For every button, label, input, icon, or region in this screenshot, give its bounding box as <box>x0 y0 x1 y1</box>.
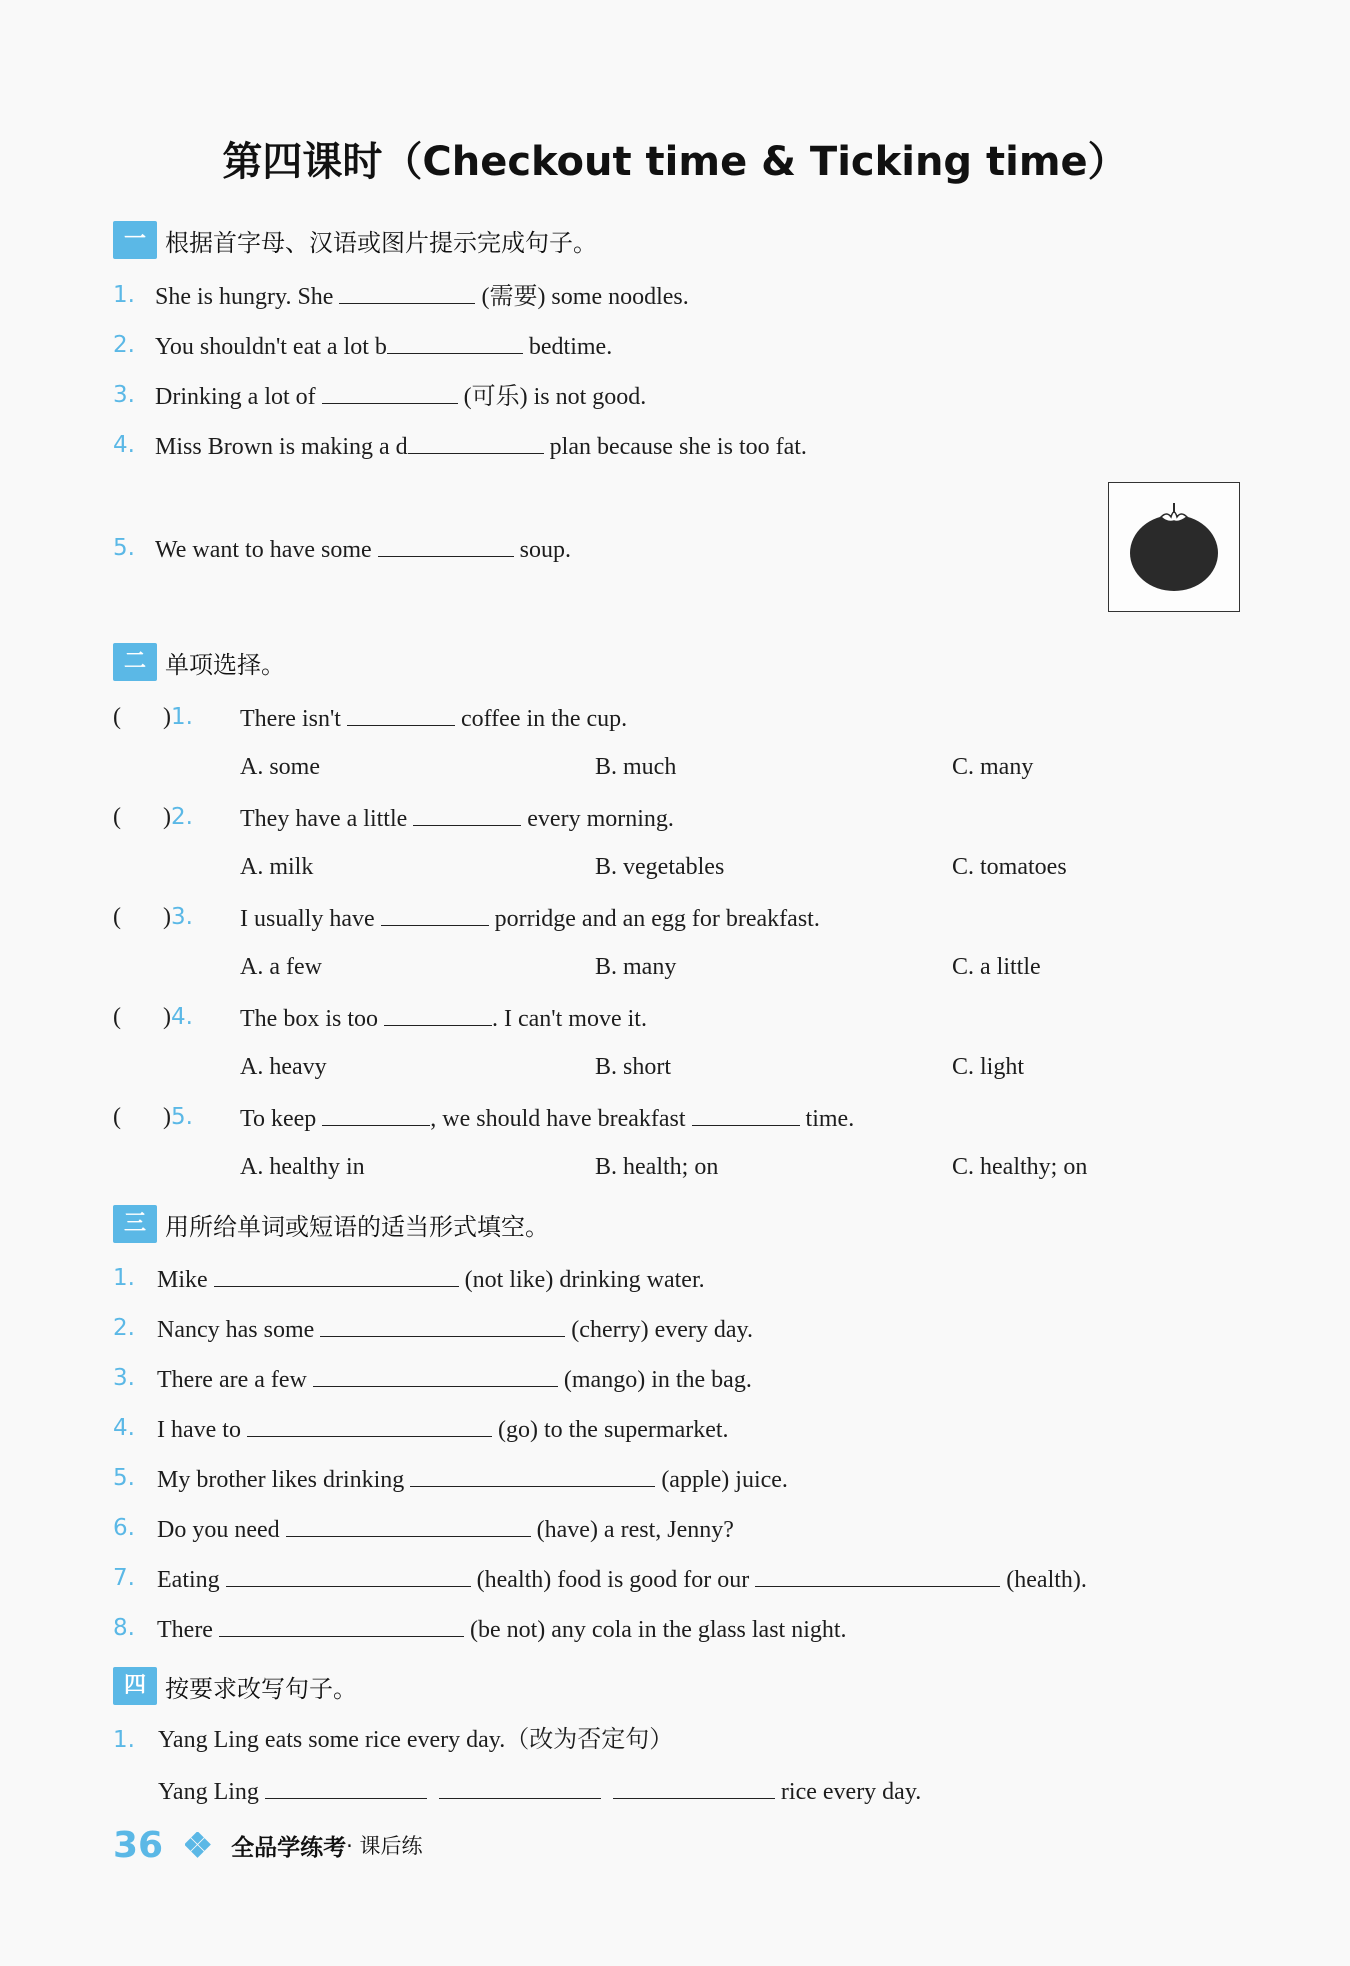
answer-blank[interactable] <box>247 1412 492 1437</box>
answer-blank[interactable] <box>408 429 544 454</box>
s3-item4-num: 4. <box>113 1415 135 1441</box>
s1-item2: You shouldn't eat a lot b bedtime. <box>155 329 612 363</box>
s3-item2: Nancy has some (cherry) every day. <box>157 1312 753 1346</box>
s2-q5-option-a: A. healthy in <box>240 1154 365 1180</box>
tomato-icon <box>1109 483 1239 611</box>
s3-item7-num: 7. <box>113 1565 135 1591</box>
answer-blank[interactable] <box>339 279 475 304</box>
answer-blank[interactable] <box>439 1774 601 1799</box>
s2-q2-option-b: B. vegetables <box>595 854 725 880</box>
s1-item2-num: 2. <box>113 332 135 358</box>
answer-blank[interactable] <box>755 1562 1000 1587</box>
answer-blank[interactable] <box>313 1362 558 1387</box>
answer-blank[interactable] <box>692 1101 800 1126</box>
answer-blank[interactable] <box>410 1462 655 1487</box>
s3-item7: Eating (health) food is good for our (health). <box>157 1562 1087 1596</box>
s3-item1: Mike (not like) drinking water. <box>157 1262 705 1296</box>
s3-item2-num: 2. <box>113 1315 135 1341</box>
section4-header <box>113 1666 357 1706</box>
brand-name: 全品学练考 <box>231 1834 347 1861</box>
s2-q3-option-b: B. many <box>595 954 677 980</box>
s2-q1: There isn't coffee in the cup. <box>240 701 627 735</box>
answer-blank[interactable] <box>286 1512 531 1537</box>
diamond-logo-icon <box>185 1832 211 1858</box>
s3-item6-num: 6. <box>113 1515 135 1541</box>
tomato-picture <box>1108 482 1240 612</box>
s1-item5-num: 5. <box>113 535 135 561</box>
section4-heading: 按要求改写句子。 <box>165 1674 357 1703</box>
s3-item8-num: 8. <box>113 1615 135 1641</box>
answer-blank[interactable] <box>226 1562 471 1587</box>
s1-item1: She is hungry. She (需要) some noodles. <box>155 279 689 313</box>
s2-q1-option-c: C. many <box>952 754 1034 780</box>
section1-badge: 一 <box>113 221 157 259</box>
s3-item1-num: 1. <box>113 1265 135 1291</box>
s2-q1-answer-paren[interactable]: ( )1. <box>113 704 193 730</box>
answer-blank[interactable] <box>347 701 455 726</box>
s1-item4: Miss Brown is making a d plan because she is too fat. <box>155 429 807 463</box>
s2-q1-option-a: A. some <box>240 754 320 780</box>
answer-blank[interactable] <box>613 1774 775 1799</box>
s4-item1-answer: Yang Ling rice every day. <box>158 1774 921 1808</box>
answer-blank[interactable] <box>378 532 514 557</box>
answer-blank[interactable] <box>387 329 523 354</box>
s2-q4-answer-paren[interactable]: ( )4. <box>113 1004 193 1030</box>
s3-item8: There (be not) any cola in the glass last night. <box>157 1612 847 1646</box>
answer-blank[interactable] <box>214 1262 459 1287</box>
page-footer <box>113 1822 422 1868</box>
s2-q5: To keep , we should have breakfast time. <box>240 1101 854 1135</box>
s2-q1-option-b: B. much <box>595 754 677 780</box>
answer-blank[interactable] <box>219 1612 464 1637</box>
s3-item3: There are a few (mango) in the bag. <box>157 1362 752 1396</box>
answer-blank[interactable] <box>322 1101 430 1126</box>
s3-item5: My brother likes drinking (apple) juice. <box>157 1462 788 1496</box>
answer-blank[interactable] <box>384 1001 492 1026</box>
s3-item6: Do you need (have) a rest, Jenny? <box>157 1512 734 1546</box>
s3-item4: I have to (go) to the supermarket. <box>157 1412 729 1446</box>
s1-item3: Drinking a lot of (可乐) is not good. <box>155 379 646 413</box>
s2-q4-option-c: C. light <box>952 1054 1025 1080</box>
s2-q2-answer-paren[interactable]: ( )2. <box>113 804 193 830</box>
s1-item1-num: 1. <box>113 282 135 308</box>
answer-blank[interactable] <box>265 1774 427 1799</box>
section3-heading: 用所给单词或短语的适当形式填空。 <box>165 1212 549 1241</box>
answer-blank[interactable] <box>322 379 458 404</box>
answer-blank[interactable] <box>413 801 521 826</box>
s4-item1-sentence: Yang Ling eats some rice every day.（改为否定句） <box>158 1727 674 1753</box>
answer-blank[interactable] <box>381 901 489 926</box>
s2-q5-answer-paren[interactable]: ( )5. <box>113 1104 193 1130</box>
section4-badge: 四 <box>113 1667 157 1705</box>
page-title: 第四课时（Checkout time & Ticking time） <box>222 139 1128 185</box>
section3-header <box>113 1204 549 1244</box>
s2-q5-option-b: B. health; on <box>595 1154 719 1180</box>
s3-item5-num: 5. <box>113 1465 135 1491</box>
s1-item4-num: 4. <box>113 432 135 458</box>
s2-q3: I usually have porridge and an egg for breakfast. <box>240 901 820 935</box>
s2-q4-option-b: B. short <box>595 1054 672 1080</box>
section1-heading: 根据首字母、汉语或图片提示完成句子。 <box>165 228 597 257</box>
s1-item3-num: 3. <box>113 382 135 408</box>
answer-blank[interactable] <box>320 1312 565 1337</box>
section2-badge: 二 <box>113 643 157 681</box>
s2-q2: They have a little every morning. <box>240 801 674 835</box>
s4-item1-num: 1. <box>113 1727 135 1753</box>
s1-item5: We want to have some soup. <box>155 532 571 566</box>
s2-q5-option-c: C. healthy; on <box>952 1154 1088 1180</box>
section2-heading: 单项选择。 <box>165 650 285 679</box>
s2-q4-option-a: A. heavy <box>240 1054 327 1080</box>
section1-header <box>113 220 597 260</box>
section3-badge: 三 <box>113 1205 157 1243</box>
page-number: 36 <box>113 1824 164 1866</box>
s3-item3-num: 3. <box>113 1365 135 1391</box>
s2-q3-option-c: C. a little <box>952 954 1041 980</box>
s2-q3-option-a: A. a few <box>240 954 322 980</box>
s2-q4: The box is too . I can't move it. <box>240 1001 647 1035</box>
s2-q2-option-c: C. tomatoes <box>952 854 1067 880</box>
s2-q2-option-a: A. milk <box>240 854 314 880</box>
section2-header <box>113 642 285 682</box>
brand-subtitle: · 课后练 <box>346 1834 423 1858</box>
s2-q3-answer-paren[interactable]: ( )3. <box>113 904 193 930</box>
